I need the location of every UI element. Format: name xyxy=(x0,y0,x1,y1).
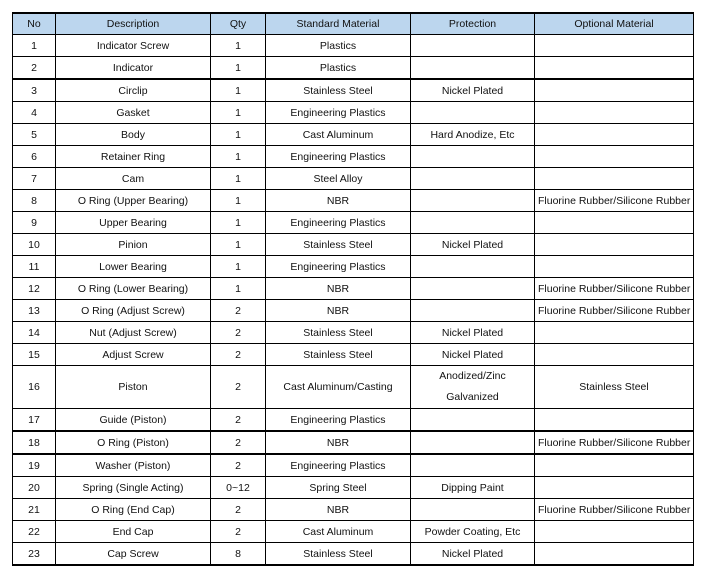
cell-protection xyxy=(411,278,535,300)
table-row xyxy=(13,454,694,477)
cell-optional-material xyxy=(535,146,694,168)
cell-description: End Cap xyxy=(56,521,211,543)
cell-no: 23 xyxy=(13,543,56,566)
cell-standard-material: NBR xyxy=(266,190,411,212)
cell-qty: 1 xyxy=(211,146,266,168)
cell-description: Indicator xyxy=(56,57,211,80)
cell-qty: 0~12 xyxy=(211,477,266,499)
cell-protection xyxy=(411,256,535,278)
cell-qty: 1 xyxy=(211,57,266,80)
cell-protection: Nickel Plated xyxy=(411,234,535,256)
cell-description: O Ring (Upper Bearing) xyxy=(56,190,211,212)
header-qty: Qty xyxy=(211,13,266,35)
cell-optional-material xyxy=(535,35,694,57)
cell-no: 9 xyxy=(13,212,56,234)
cell-description: Pinion xyxy=(56,234,211,256)
cell-qty: 2 xyxy=(211,454,266,477)
cell-protection xyxy=(411,35,535,57)
cell-description: Guide (Piston) xyxy=(56,409,211,432)
cell-description: Circlip xyxy=(56,79,211,102)
cell-no: 6 xyxy=(13,146,56,168)
cell-optional-material xyxy=(535,521,694,543)
cell-protection: Powder Coating, Etc xyxy=(411,521,535,543)
cell-qty: 2 xyxy=(211,521,266,543)
parts-table-container xyxy=(12,12,694,566)
cell-description: Washer (Piston) xyxy=(56,454,211,477)
cell-protection xyxy=(411,212,535,234)
cell-protection xyxy=(411,499,535,521)
cell-standard-material: Engineering Plastics xyxy=(266,212,411,234)
cell-no: 19 xyxy=(13,454,56,477)
cell-standard-material: Stainless Steel xyxy=(266,322,411,344)
cell-standard-material: Stainless Steel xyxy=(266,234,411,256)
cell-no: 10 xyxy=(13,234,56,256)
cell-no: 3 xyxy=(13,79,56,102)
cell-standard-material: Cast Aluminum xyxy=(266,124,411,146)
table-row xyxy=(13,212,694,234)
cell-protection: Nickel Plated xyxy=(411,344,535,366)
cell-qty: 1 xyxy=(211,124,266,146)
table-row xyxy=(13,366,694,409)
cell-optional-material: Fluorine Rubber/Silicone Rubber xyxy=(535,278,694,300)
header-protection: Protection xyxy=(411,13,535,35)
cell-description: Spring (Single Acting) xyxy=(56,477,211,499)
cell-no: 16 xyxy=(13,366,56,409)
cell-optional-material: Fluorine Rubber/Silicone Rubber xyxy=(535,499,694,521)
cell-standard-material: NBR xyxy=(266,278,411,300)
table-row xyxy=(13,322,694,344)
cell-description: Body xyxy=(56,124,211,146)
cell-qty: 1 xyxy=(211,278,266,300)
header-no: No xyxy=(13,13,56,35)
cell-description: Piston xyxy=(56,366,211,409)
cell-optional-material xyxy=(535,79,694,102)
cell-no: 22 xyxy=(13,521,56,543)
cell-protection: Dipping Paint xyxy=(411,477,535,499)
cell-optional-material xyxy=(535,454,694,477)
cell-optional-material: Fluorine Rubber/Silicone Rubber xyxy=(535,300,694,322)
header-standard-material: Standard Material xyxy=(266,13,411,35)
cell-optional-material: Fluorine Rubber/Silicone Rubber xyxy=(535,190,694,212)
cell-description: Cam xyxy=(56,168,211,190)
cell-optional-material xyxy=(535,409,694,432)
cell-qty: 1 xyxy=(211,212,266,234)
cell-no: 20 xyxy=(13,477,56,499)
table-row xyxy=(13,477,694,499)
cell-standard-material: Stainless Steel xyxy=(266,79,411,102)
cell-no: 17 xyxy=(13,409,56,432)
table-row xyxy=(13,35,694,57)
table-body xyxy=(13,35,694,566)
cell-protection xyxy=(411,57,535,80)
cell-standard-material: Stainless Steel xyxy=(266,344,411,366)
cell-description: Retainer Ring xyxy=(56,146,211,168)
cell-no: 4 xyxy=(13,102,56,124)
table-row xyxy=(13,521,694,543)
cell-qty: 8 xyxy=(211,543,266,566)
cell-description: Cap Screw xyxy=(56,543,211,566)
cell-description: Lower Bearing xyxy=(56,256,211,278)
cell-standard-material: NBR xyxy=(266,431,411,454)
cell-protection: Anodized/Zinc Galvanized xyxy=(411,366,535,409)
cell-qty: 2 xyxy=(211,409,266,432)
cell-optional-material xyxy=(535,256,694,278)
table-row xyxy=(13,102,694,124)
cell-qty: 1 xyxy=(211,234,266,256)
cell-optional-material xyxy=(535,168,694,190)
cell-qty: 2 xyxy=(211,300,266,322)
cell-description: Indicator Screw xyxy=(56,35,211,57)
cell-description: O Ring (Lower Bearing) xyxy=(56,278,211,300)
cell-no: 18 xyxy=(13,431,56,454)
cell-optional-material xyxy=(535,344,694,366)
cell-description: O Ring (Piston) xyxy=(56,431,211,454)
cell-optional-material xyxy=(535,543,694,566)
cell-standard-material: Cast Aluminum/Casting xyxy=(266,366,411,409)
table-row xyxy=(13,234,694,256)
table-row xyxy=(13,431,694,454)
table-row xyxy=(13,278,694,300)
cell-optional-material xyxy=(535,477,694,499)
cell-qty: 1 xyxy=(211,102,266,124)
cell-optional-material xyxy=(535,57,694,80)
cell-qty: 2 xyxy=(211,344,266,366)
cell-description: Adjust Screw xyxy=(56,344,211,366)
cell-optional-material xyxy=(535,234,694,256)
cell-standard-material: Steel Alloy xyxy=(266,168,411,190)
cell-no: 5 xyxy=(13,124,56,146)
cell-optional-material xyxy=(535,322,694,344)
table-row xyxy=(13,499,694,521)
cell-qty: 1 xyxy=(211,256,266,278)
cell-no: 14 xyxy=(13,322,56,344)
cell-protection xyxy=(411,409,535,432)
cell-standard-material: Engineering Plastics xyxy=(266,102,411,124)
cell-protection: Nickel Plated xyxy=(411,322,535,344)
cell-protection: Hard Anodize, Etc xyxy=(411,124,535,146)
parts-material-table xyxy=(12,12,694,566)
cell-standard-material: Engineering Plastics xyxy=(266,454,411,477)
cell-description: O Ring (Adjust Screw) xyxy=(56,300,211,322)
cell-protection xyxy=(411,190,535,212)
cell-optional-material xyxy=(535,102,694,124)
cell-standard-material: Engineering Plastics xyxy=(266,256,411,278)
cell-standard-material: Plastics xyxy=(266,35,411,57)
cell-qty: 2 xyxy=(211,499,266,521)
cell-standard-material: Stainless Steel xyxy=(266,543,411,566)
cell-no: 13 xyxy=(13,300,56,322)
cell-protection xyxy=(411,102,535,124)
table-row xyxy=(13,256,694,278)
table-row xyxy=(13,124,694,146)
cell-standard-material: NBR xyxy=(266,300,411,322)
cell-standard-material: Spring Steel xyxy=(266,477,411,499)
table-row xyxy=(13,146,694,168)
cell-no: 15 xyxy=(13,344,56,366)
cell-no: 1 xyxy=(13,35,56,57)
header-description: Description xyxy=(56,13,211,35)
cell-qty: 1 xyxy=(211,35,266,57)
cell-standard-material: Plastics xyxy=(266,57,411,80)
table-header-row xyxy=(13,13,694,35)
cell-standard-material: NBR xyxy=(266,499,411,521)
cell-no: 12 xyxy=(13,278,56,300)
cell-no: 2 xyxy=(13,57,56,80)
cell-protection: Nickel Plated xyxy=(411,79,535,102)
cell-description: O Ring (End Cap) xyxy=(56,499,211,521)
cell-optional-material xyxy=(535,212,694,234)
table-row xyxy=(13,168,694,190)
cell-qty: 1 xyxy=(211,168,266,190)
cell-no: 8 xyxy=(13,190,56,212)
cell-no: 11 xyxy=(13,256,56,278)
cell-standard-material: Engineering Plastics xyxy=(266,409,411,432)
cell-description: Nut (Adjust Screw) xyxy=(56,322,211,344)
cell-protection: Nickel Plated xyxy=(411,543,535,566)
cell-protection xyxy=(411,454,535,477)
cell-qty: 1 xyxy=(211,79,266,102)
table-row xyxy=(13,543,694,566)
cell-qty: 2 xyxy=(211,431,266,454)
cell-description: Gasket xyxy=(56,102,211,124)
cell-protection xyxy=(411,431,535,454)
cell-protection xyxy=(411,168,535,190)
cell-qty: 2 xyxy=(211,366,266,409)
table-row xyxy=(13,57,694,80)
cell-protection xyxy=(411,146,535,168)
cell-no: 7 xyxy=(13,168,56,190)
cell-no: 21 xyxy=(13,499,56,521)
table-row xyxy=(13,300,694,322)
table-row xyxy=(13,79,694,102)
cell-standard-material: Cast Aluminum xyxy=(266,521,411,543)
cell-optional-material: Fluorine Rubber/Silicone Rubber xyxy=(535,431,694,454)
cell-standard-material: Engineering Plastics xyxy=(266,146,411,168)
cell-qty: 1 xyxy=(211,190,266,212)
cell-protection xyxy=(411,300,535,322)
header-optional-material: Optional Material xyxy=(535,13,694,35)
table-row xyxy=(13,409,694,432)
table-row xyxy=(13,344,694,366)
cell-optional-material: Stainless Steel xyxy=(535,366,694,409)
cell-optional-material xyxy=(535,124,694,146)
cell-description: Upper Bearing xyxy=(56,212,211,234)
cell-qty: 2 xyxy=(211,322,266,344)
table-row xyxy=(13,190,694,212)
